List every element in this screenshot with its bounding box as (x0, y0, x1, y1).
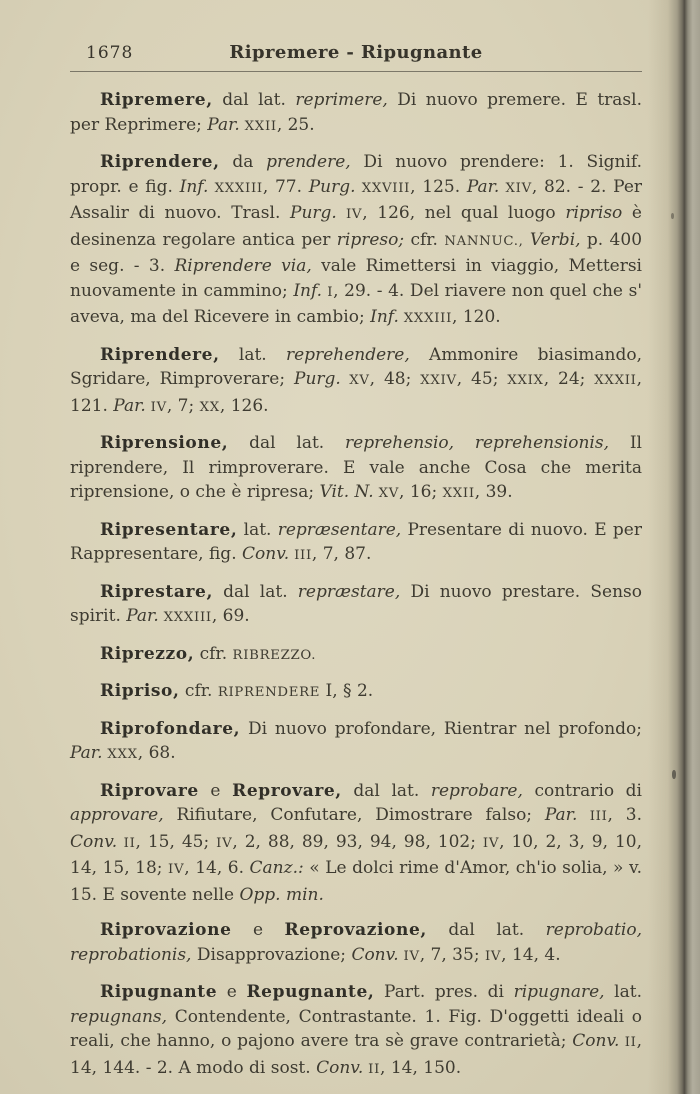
entry-text: ripugnare, (513, 982, 605, 1002)
entry-text: XXXIII (208, 180, 263, 196)
entry-text: , 29. - 4. Del riavere non quel che s' aveva, ma del Ricevere in cambio; (70, 280, 642, 327)
entry-text: , 24; (543, 369, 595, 389)
entry-text: approvare, (70, 805, 164, 825)
entry-text: Di nuovo prestare. Senso spirit. (70, 581, 642, 626)
entry-text: II (619, 1035, 637, 1050)
entry-text: reprobare, (430, 780, 523, 801)
entry-headword: Reprovare, (232, 780, 342, 801)
entry-text: RIBREZZO. (232, 647, 317, 663)
entry-text: , 25. (276, 114, 315, 135)
entry-text: prendere, (266, 152, 351, 172)
entry-text: Opp. min. (239, 884, 324, 905)
entry-text: XXII (442, 486, 475, 501)
entry-text: dal lat. (228, 433, 346, 453)
entry-text: Purg. (294, 369, 341, 389)
entry-text: Presentare di nuovo. E per Rappresentare, fig. (70, 519, 642, 564)
entry-text: e (198, 780, 233, 801)
entry-text: IV (216, 835, 233, 851)
entry-text: Il riprendere, Il rimproverare. E vale anche Cosa che merita riprensione, o che è ripresa; (70, 433, 642, 502)
dictionary-entry (70, 88, 642, 139)
entry-text: Par. (544, 805, 578, 825)
entry-text: , 69. (211, 606, 250, 626)
entry-text: Purg. (290, 203, 337, 223)
entry-text: , 45; (456, 369, 508, 389)
entry-text: cfr. (194, 643, 233, 664)
entry-text: IV (484, 948, 502, 964)
entry-text: dal lat. (426, 920, 546, 940)
entry-text: lat. (237, 519, 278, 540)
page-header (70, 42, 642, 66)
entry-text: « Le dolci rime d'Amor, ch'io solia, » v. 15. E sovente nelle (70, 858, 642, 905)
entry-text: reprehendere, (286, 344, 410, 365)
running-title: Ripremere - Ripugnante (229, 42, 483, 63)
entry-text: , 15, 45; (135, 831, 217, 852)
entry-headword: Riprofondare, (100, 718, 241, 739)
entry-text: XX (199, 399, 220, 415)
dictionary-entry (70, 431, 642, 507)
entry-headword: Ripugnante (100, 982, 218, 1002)
entry-text: Part. pres. di (374, 982, 514, 1002)
entry-text: IV (168, 862, 185, 877)
entry-text: II (363, 1061, 381, 1077)
entry-text: XXXIII (398, 311, 453, 326)
entry-text: I, § 2. (320, 681, 374, 701)
entry-text: , 126. (219, 395, 269, 416)
entry-text: Ammonire biasimando, Sgridare, Rimproverare; (70, 344, 642, 389)
entry-text: reprimere, (295, 90, 388, 110)
entry-text: Riprendere via, (174, 256, 312, 276)
entry-headword: Ripremere, (100, 90, 213, 110)
entry-text: XV (373, 486, 400, 501)
entry-text: lat. (219, 344, 286, 365)
entry-text: Di nuovo prendere: 1. Signif. propr. e fig. (70, 152, 642, 197)
dictionary-entry (70, 580, 642, 631)
entry-text: p. 400 e seg. - 3. (70, 229, 643, 276)
dictionary-entry (70, 679, 642, 706)
entry-text: Conv. (316, 1057, 364, 1078)
entry-text: XXIV (420, 373, 457, 388)
entry-text: vale Rimettersi in viaggio, Mettersi nuovamente in cammino; (70, 256, 642, 301)
entry-text: I (322, 284, 334, 300)
entry-text: , 125. (410, 176, 467, 197)
entry-text: II (117, 835, 136, 851)
dictionary-entry (70, 518, 642, 569)
header-rule (70, 71, 642, 72)
entry-text: , 14, 6. (184, 858, 250, 878)
entry-text: Conv. (242, 544, 290, 564)
entry-text: Inf. (179, 176, 209, 197)
dictionary-entry (70, 343, 642, 421)
edge-speck (671, 213, 674, 219)
entry-text: IV (145, 399, 167, 415)
entry-text: Verbi, (529, 229, 581, 250)
entry-text: , 120. (452, 307, 501, 327)
entry-headword: Repugnante, (246, 982, 375, 1002)
entry-text: Vit. N. (319, 482, 374, 502)
entry-text: cfr. (404, 229, 445, 250)
entry-text: XXX (102, 747, 138, 762)
entry-text: Disapprovazione; (191, 944, 352, 965)
entry-text: NANNUC., (444, 233, 524, 249)
entry-text: , 77. (262, 176, 309, 197)
entry-text: Canz.: (249, 858, 304, 878)
entry-text: , 2, 88, 89, 93, 94, 98, 102; (232, 831, 483, 852)
entry-text: Conv. (70, 831, 118, 852)
entry-text: IV (482, 835, 500, 851)
entry-text: , 14, 150. (380, 1057, 462, 1078)
entry-text: XXXIII (158, 610, 212, 625)
entry-text: lat. (604, 982, 642, 1002)
entry-text: XXVIII (355, 180, 411, 196)
entry-headword: Reprovazione, (284, 920, 427, 940)
page-number: 1678 (86, 43, 134, 63)
entry-text: repugnans, (70, 1006, 168, 1027)
entry-text: repræstare, (297, 581, 401, 602)
entry-text: Conv. (351, 944, 399, 965)
entry-text: e (231, 920, 285, 940)
entry-text: Purg. (308, 176, 356, 197)
entry-text: contrario di (522, 780, 642, 801)
entry-text: Par. (70, 743, 103, 763)
entry-text: , 7, 87. (311, 544, 372, 564)
entry-text: , 39. (474, 482, 513, 502)
entry-text: Rifiutare, Confutare, Dimostrare falso; (163, 805, 545, 825)
entry-headword: Riprestare, (100, 581, 213, 602)
entry-headword: Ripriso, (100, 681, 180, 701)
entry-headword: Riprensione, (100, 433, 229, 453)
entry-text: XXII (239, 118, 277, 134)
entry-text: ripreso; (336, 229, 405, 250)
entry-text: dal lat. (341, 780, 431, 801)
entry-text: reprehensio, reprehensionis, (345, 433, 609, 453)
dictionary-entry (70, 980, 642, 1082)
entry-text: , 10, 2, 3, 9, 10, 14, 15, 18; (70, 831, 642, 878)
entry-text: Inf. (370, 307, 399, 327)
entry-text: , 7; (166, 395, 200, 416)
entry-text: dal lat. (212, 581, 298, 602)
entry-text: XXIX (507, 373, 544, 388)
binding-edge (648, 0, 700, 1094)
entry-text: III (289, 548, 312, 563)
edge-speck (672, 770, 676, 779)
entry-text: Inf. (293, 280, 323, 301)
dictionary-entry (70, 642, 642, 669)
entry-text: , 68. (137, 743, 176, 763)
dictionary-entry (70, 779, 642, 908)
entry-text: dal lat. (212, 90, 296, 110)
entry-text: Par. (207, 114, 240, 135)
entry-text: RIPRENDERE (217, 685, 321, 700)
entry-headword: Riprendere, (100, 344, 220, 365)
entry-text: III (577, 809, 608, 824)
entry-text: Par. (126, 606, 159, 626)
entry-text: , 16; (399, 482, 443, 502)
entry-text: IV (336, 207, 363, 222)
entry-headword: Riprovazione (100, 920, 232, 940)
entry-text: , 14, 144. - 2. A modo di sost. (70, 1031, 642, 1078)
entry-text: , 48; (369, 369, 421, 389)
entry-headword: Riprovare (100, 780, 199, 801)
entry-text: XV (340, 373, 370, 388)
dictionary-entry (70, 918, 642, 969)
entry-text: cfr. (179, 681, 218, 701)
entry-text: Di nuovo premere. E trasl. per Reprimere; (70, 90, 642, 135)
entry-text: e (217, 982, 247, 1002)
entry-text: Par. (466, 176, 500, 197)
entry-text: , 121. (70, 369, 642, 416)
entry-text: , 126, nel qual luogo (362, 203, 566, 223)
entry-text: XXXII (594, 373, 637, 388)
entry-headword: Ripresentare, (100, 519, 238, 540)
dictionary-entry (70, 150, 642, 332)
entry-text: , 3. (607, 805, 642, 825)
entry-text: è desinenza regolare antica per (70, 203, 642, 250)
entry-text: XIV (499, 180, 532, 196)
entry-headword: Riprezzo, (100, 643, 195, 664)
page-body (70, 88, 642, 1093)
entry-text: , 82. - 2. Per Assalir di nuovo. Trasl. (70, 176, 643, 223)
entry-text: Contendente, Contrastante. 1. Fig. D'oggetti ideali o reali, che hanno, o pajono avere tra sè grave contrarietà; (70, 1006, 642, 1051)
entry-text: IV (398, 948, 420, 964)
dictionary-entry (70, 717, 642, 768)
entry-text: , 14, 4. (501, 944, 561, 965)
entry-text: Par. (113, 395, 146, 416)
entry-text: reprobatio, reprobationis, (70, 920, 642, 965)
entry-text: Conv. (572, 1031, 620, 1051)
entry-text: ripriso (565, 203, 623, 223)
entry-headword: Riprendere, (100, 152, 220, 172)
entry-text: da (219, 152, 267, 172)
entry-text: Di nuovo profondare, Rientrar nel profondo; (240, 718, 642, 739)
entry-text: repræsentare, (277, 519, 402, 540)
entry-text: , 7, 35; (419, 944, 485, 965)
